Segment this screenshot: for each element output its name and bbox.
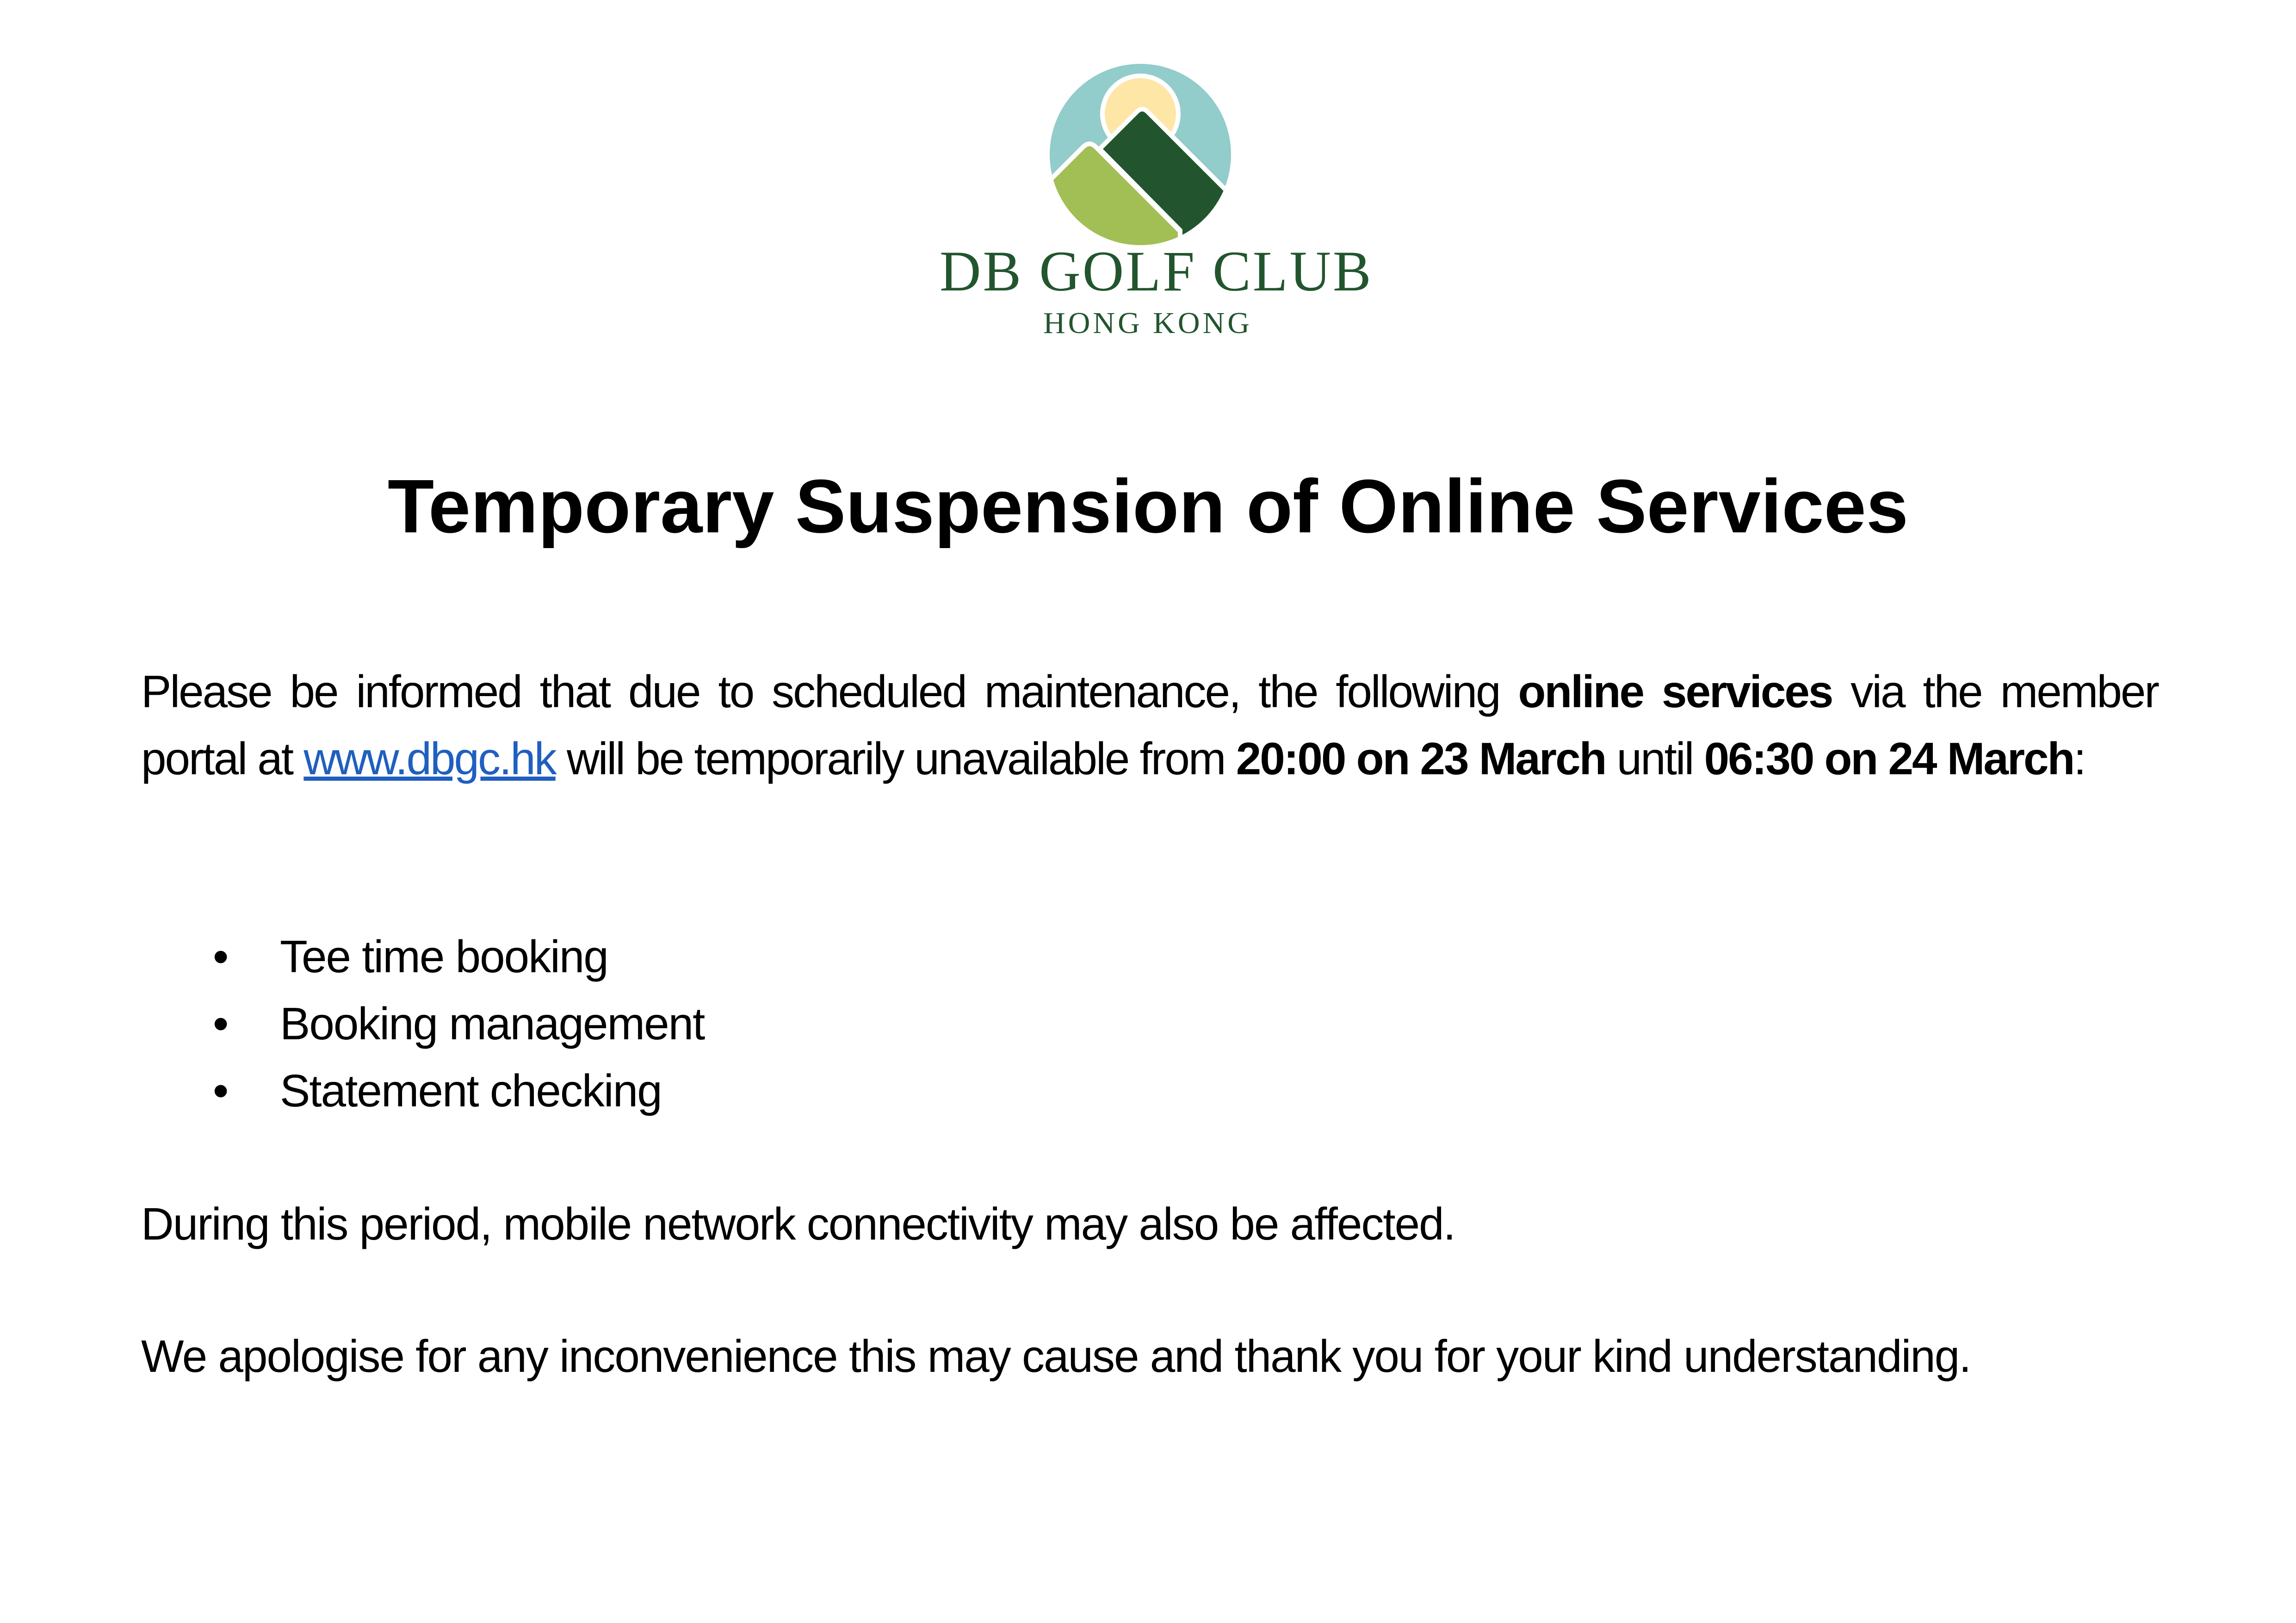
- intro-text-2: via the member portal at: [141, 666, 2159, 784]
- service-label: Booking management: [280, 998, 705, 1049]
- bullet-icon: •: [213, 931, 228, 982]
- service-label: Statement checking: [280, 1065, 662, 1116]
- intro-bold-services: online services: [1518, 666, 1832, 717]
- closing-note: We apologise for any inconvenience this may cause and thank you for your kind understanding.: [141, 1331, 1971, 1382]
- intro-text-3: will be temporarily unavailable from: [555, 733, 1236, 784]
- logo-emblem-icon: [1050, 64, 1231, 245]
- intro-text-1: Please be informed that due to scheduled maintenance, the following: [141, 666, 1518, 717]
- intro-paragraph: [141, 658, 2158, 792]
- list-item: [141, 923, 1066, 990]
- service-label: Tee time booking: [280, 931, 608, 982]
- logo-club-location: HONG KONG: [1043, 306, 1252, 340]
- intro-bold-end-time: 06:30 on 24 March: [1704, 733, 2074, 784]
- club-logo: [940, 64, 1373, 351]
- intro-bold-start-time: 20:00 on 23 March: [1236, 733, 1606, 784]
- logo-club-name: DB GOLF CLUB: [940, 240, 1373, 303]
- connectivity-note: During this period, mobile network connectivity may also be affected.: [141, 1198, 1455, 1249]
- intro-text-5: :: [2073, 733, 2085, 784]
- bullet-icon: •: [213, 1065, 228, 1116]
- affected-services-list: [141, 923, 1066, 1124]
- bullet-icon: •: [213, 998, 228, 1049]
- intro-text-4: until: [1605, 733, 1704, 784]
- list-item: [141, 990, 1066, 1057]
- list-item: [141, 1057, 1066, 1124]
- notice-title: Temporary Suspension of Online Services: [387, 464, 1909, 549]
- member-portal-link[interactable]: www.dbgc.hk: [303, 733, 556, 784]
